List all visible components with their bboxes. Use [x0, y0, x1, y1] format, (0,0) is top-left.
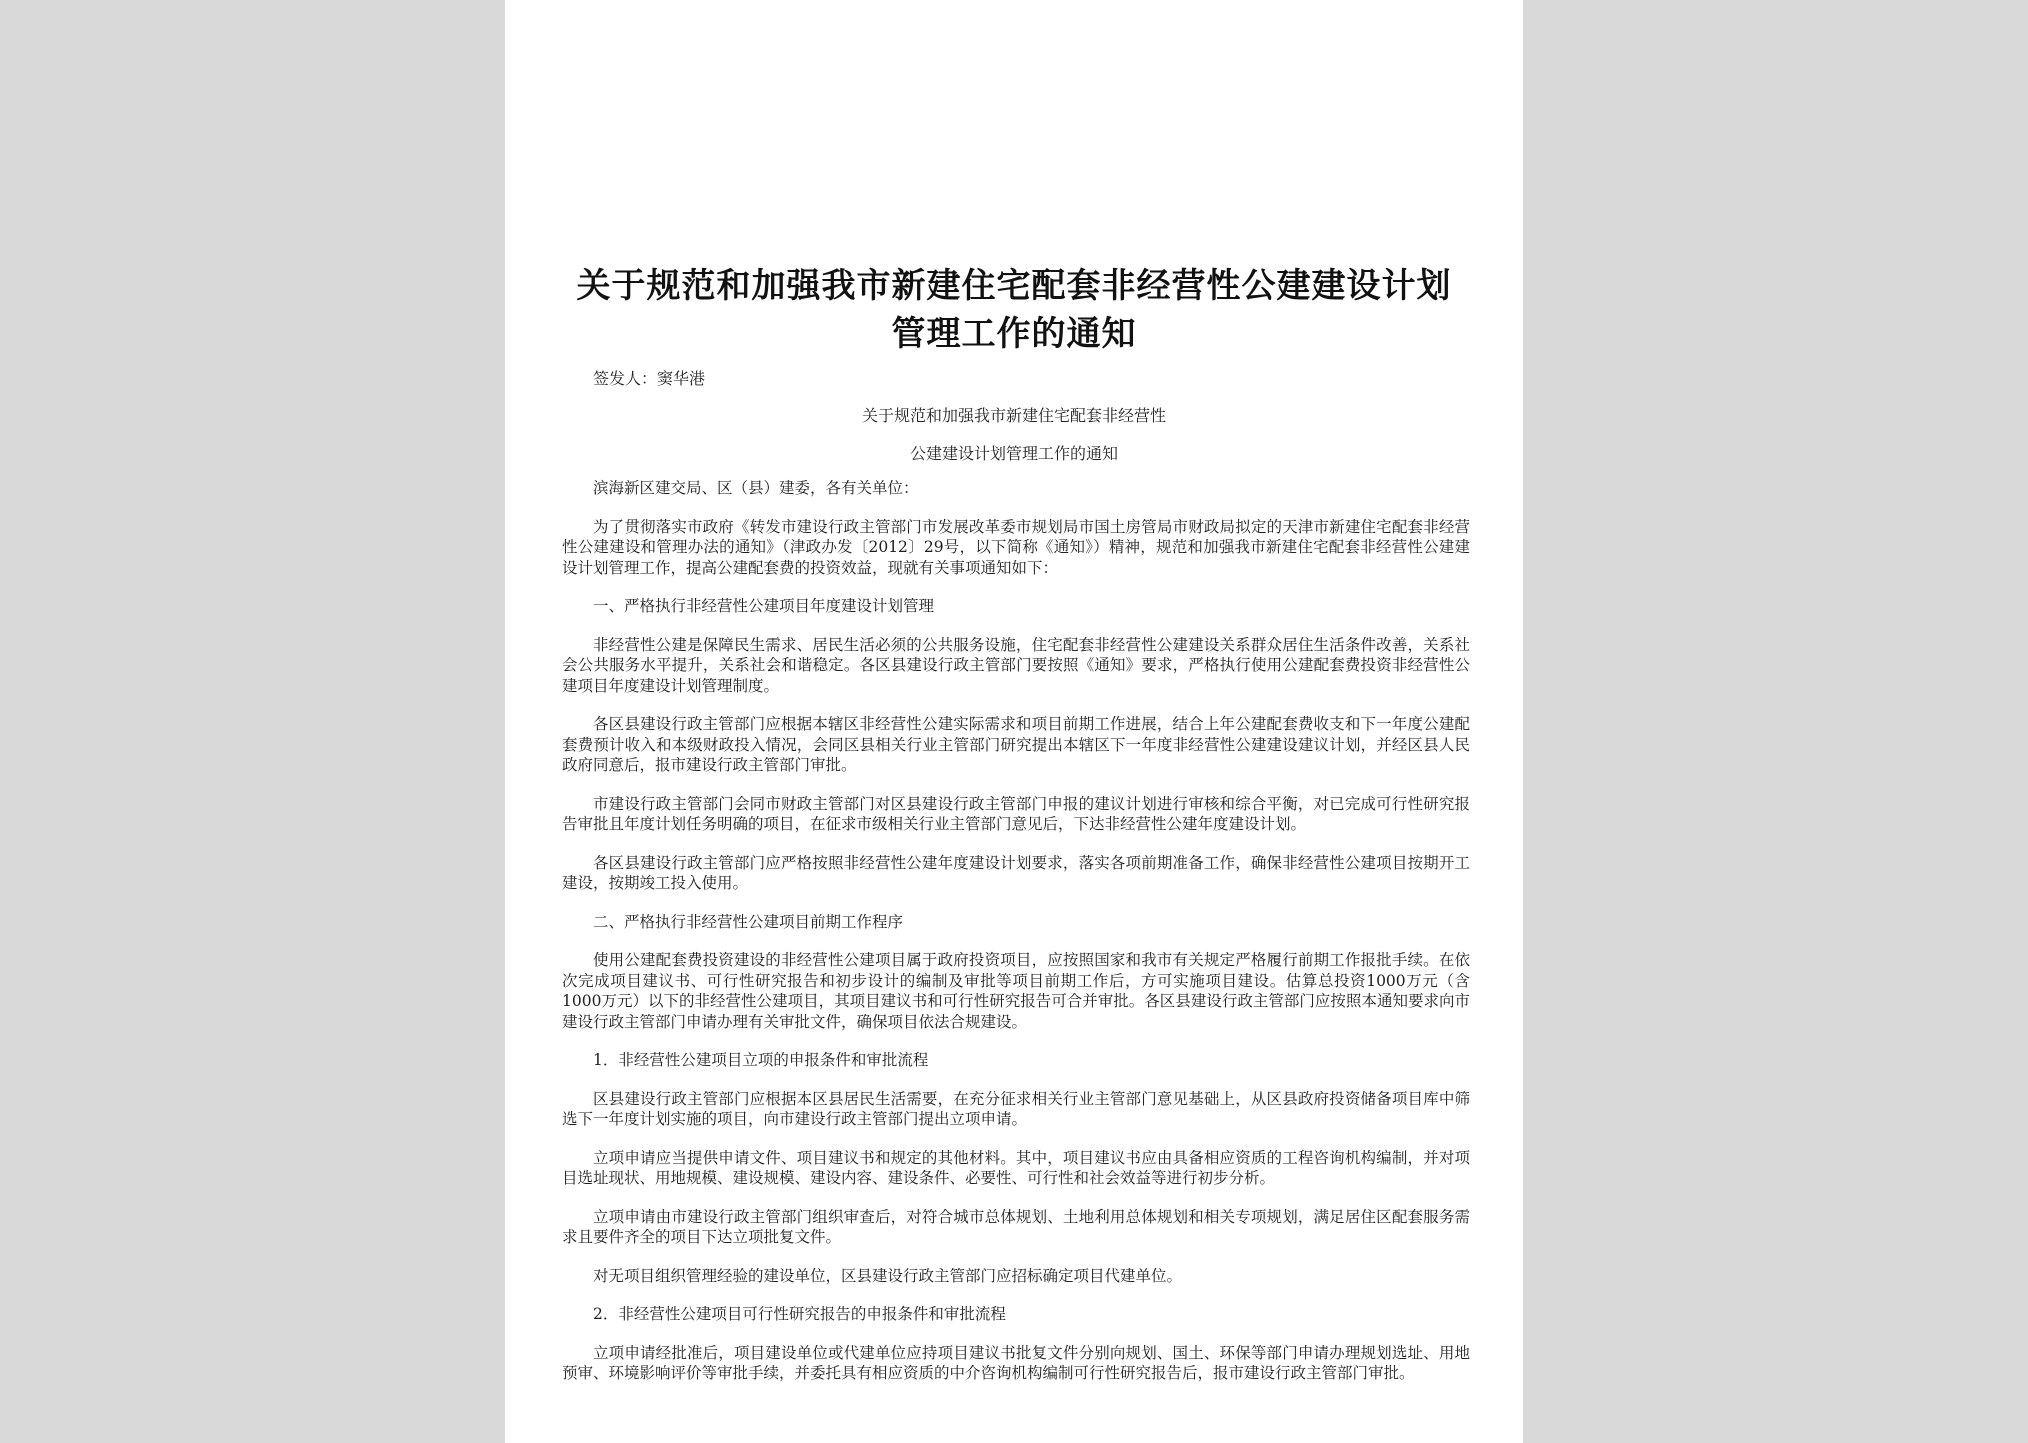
salutation: 滨海新区建交局、区（县）建委，各有关单位：: [593, 479, 919, 497]
subsection-heading-1: 1．非经营性公建项目立项的申报条件和审批流程: [593, 1051, 929, 1069]
intro-paragraph: 为了贯彻落实市政府《转发市建设行政主管部门市发展改革委市规划局市国土房管局市财政局拟定的天津市新建住宅配套非经营性公建建设和管理办法的通知》（津政办发〔2012〕29号，以下简称《通知》）精神，规范和加强我市新建住宅配套非经营性公建建设计划管理工作，提高公建配套费的投资效益，现就有关事项通知如下：: [562, 517, 1470, 577]
document-body: [562, 478, 1470, 1402]
subtitle-line-1: 关于规范和加强我市新建住宅配套非经营性: [861, 406, 1166, 425]
body-paragraph: 立项申请经批准后，项目建设单位或代建单位应持项目建议书批复文件分别向规划、国土、环保等部门申请办理规划选址、用地预审、环境影响评价等审批手续，并委托具有相应资质的中介咨询机构编制可行性研究报告后，报市建设行政主管部门审批。: [562, 1343, 1470, 1382]
body-paragraph: 各区县建设行政主管部门应严格按照非经营性公建年度建设计划要求，落实各项前期准备工作，确保非经营性公建项目按期开工建设，按期竣工投入使用。: [562, 853, 1470, 892]
signer-line: 签发人：窦华港: [593, 369, 706, 388]
body-paragraph: 立项申请应当提供申请文件、项目建议书和规定的其他材料。其中，项目建议书应由具备相应资质的工程咨询机构编制，并对项目选址现状、用地规模、建设规模、建设内容、建设条件、必要性、可行性和社会效益等进行初步分析。: [562, 1148, 1470, 1187]
body-paragraph: 使用公建配套费投资建设的非经营性公建项目属于政府投资项目，应按照国家和我市有关规定严格履行前期工作报批手续。在依次完成项目建议书、可行性研究报告和初步设计的编制及审批等项目前期工作后，方可实施项目建设。估算总投资1000万元（含1000万元）以下的非经营性公建项目，其项目建议书和可行性研究报告可合并审批。各区县建设行政主管部门应按照本通知要求向市建设行政主管部门申请办理有关审批文件，确保项目依法合规建设。: [562, 951, 1470, 1031]
subtitle-line-2: 公建建设计划管理工作的通知: [909, 444, 1118, 463]
subsection-heading-2: 2．非经营性公建项目可行性研究报告的申报条件和审批流程: [593, 1305, 1006, 1323]
body-paragraph: 非经营性公建是保障民生需求、居民生活必须的公共服务设施，住宅配套非经营性公建建设关系群众居住生活条件改善，关系社会公共服务水平提升，关系社会和谐稳定。各区县建设行政主管部门要按照《通知》要求，严格执行使用公建配套费投资非经营性公建项目年度建设计划管理制度。: [562, 635, 1470, 695]
section-heading-1: 一、严格执行非经营性公建项目年度建设计划管理: [593, 597, 935, 615]
document-title: 关于规范和加强我市新建住宅配套非经营性公建建设计划管理工作的通知: [576, 266, 1452, 354]
body-paragraph: 对无项目组织管理经验的建设单位，区县建设行政主管部门应招标确定项目代建单位。: [593, 1266, 1183, 1285]
body-paragraph: 各区县建设行政主管部门应根据本辖区非经营性公建实际需求和项目前期工作进展，结合上年公建配套费收支和下一年度公建配套费预计收入和本级财政投入情况，会同区县相关行业主管部门研究提出本辖区下一年度非经营性公建建设建议计划，并经区县人民政府同意后，报市建设行政主管部门审批。: [562, 715, 1470, 774]
document-page: [505, 0, 1523, 1443]
body-paragraph: 市建设行政主管部门会同市财政主管部门对区县建设行政主管部门申报的建议计划进行审核和综合平衡，对已完成可行性研究报告审批且年度计划任务明确的项目，在征求市级相关行业主管部门意见后，下达非经营性公建年度建设计划。: [562, 794, 1470, 833]
body-paragraph: 立项申请由市建设行政主管部门组织审查后，对符合城市总体规划、土地利用总体规划和相关专项规划，满足居住区配套服务需求且要件齐全的项目下达立项批复文件。: [562, 1207, 1470, 1246]
section-heading-2: 二、严格执行非经营性公建项目前期工作程序: [593, 912, 904, 931]
body-paragraph: 区县建设行政主管部门应根据本区县居民生活需要，在充分征求相关行业主管部门意见基础上，从区县政府投资储备项目库中筛选下一年度计划实施的项目，向市建设行政主管部门提出立项申请。: [562, 1089, 1470, 1128]
